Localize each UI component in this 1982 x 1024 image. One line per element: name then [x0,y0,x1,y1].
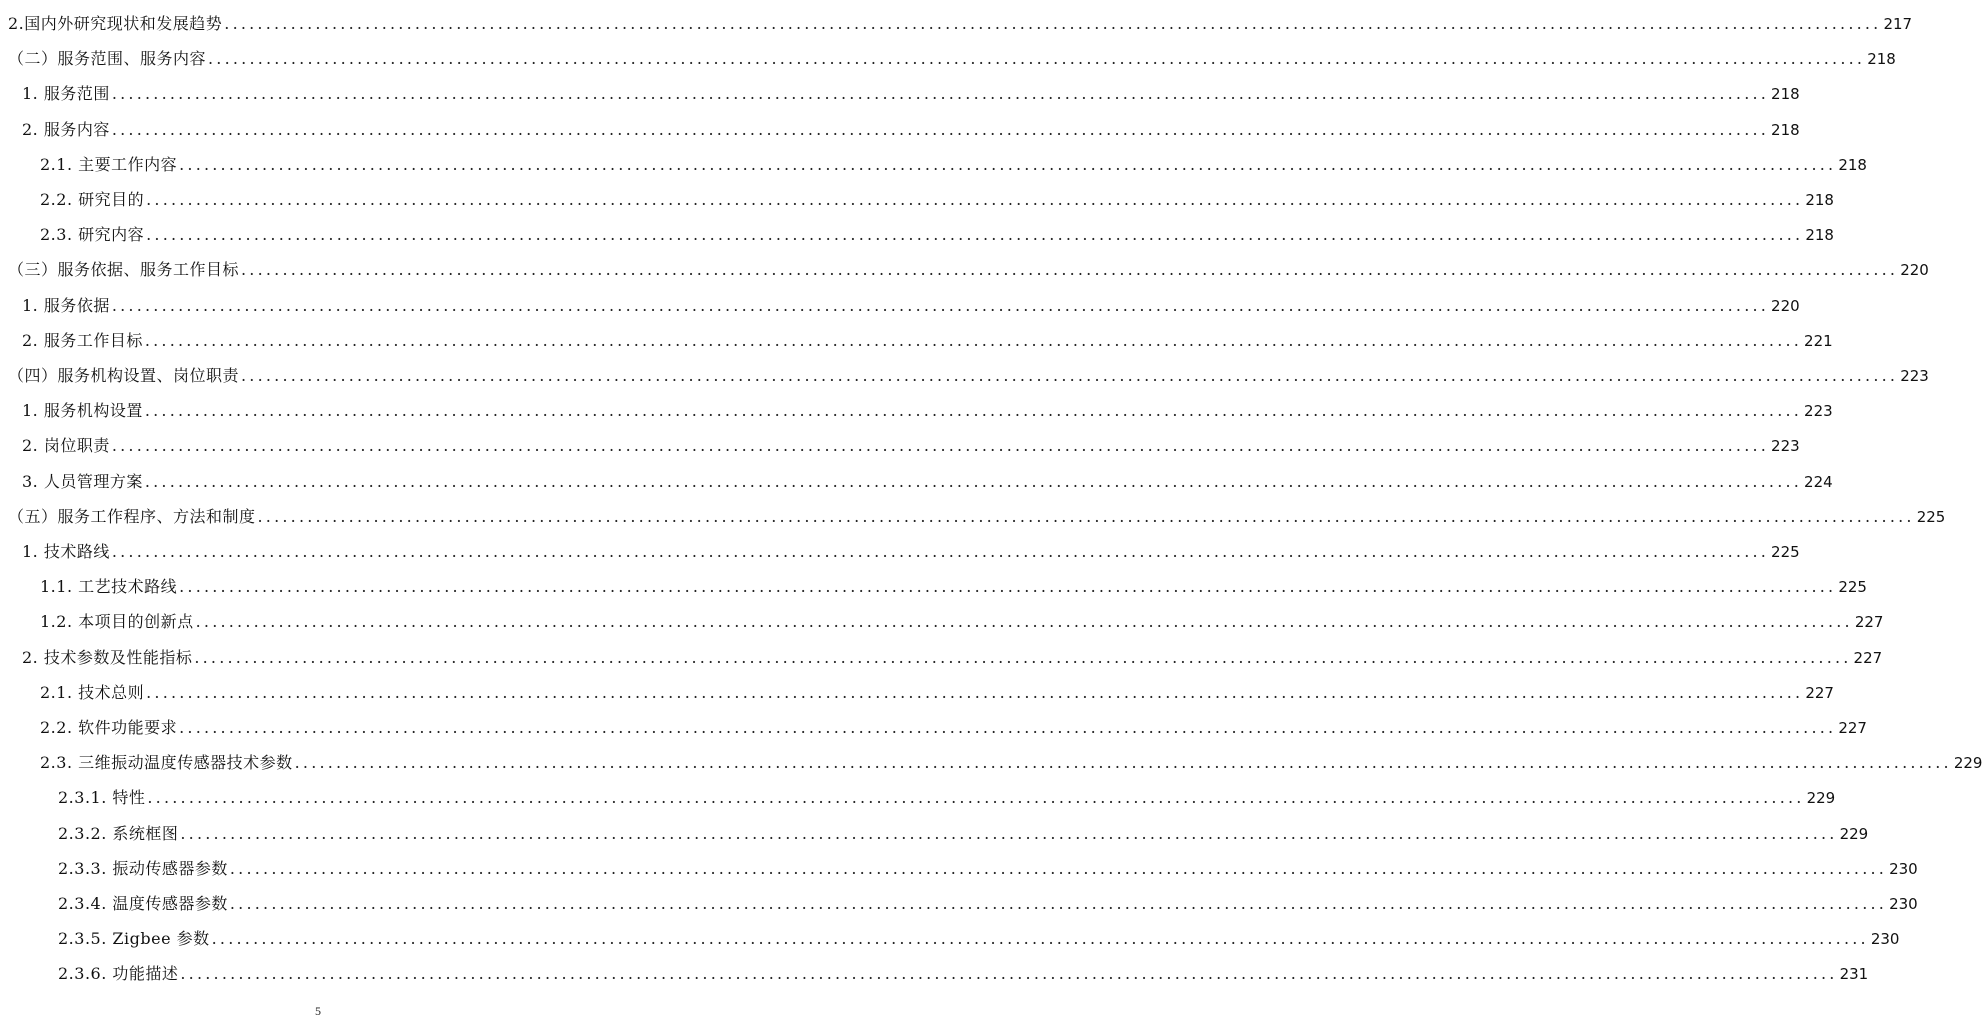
toc-entry[interactable] [0,35,1896,69]
toc-entry-page: 227 [1805,683,1834,702]
toc-entry[interactable] [0,528,1800,562]
toc-entry[interactable] [0,70,1800,104]
toc-entry-title: 1.1. 工艺技术路线 [40,577,178,597]
toc-entry[interactable] [0,387,1833,421]
toc-entry-page: 230 [1870,930,1900,949]
toc-dot-leader: ........................................................................................................................................................................................................ [208,49,1866,69]
toc-dot-leader: ........................................................................................................................................................................................................ [111,84,1770,104]
toc-entry[interactable] [0,106,1800,140]
toc-dot-leader: ........................................................................................................................................................................................................ [241,366,1899,385]
toc-dot-leader: ........................................................................................................................................................................................................ [211,929,1869,949]
toc-entry-title: 2. 服务工作目标 [22,330,143,350]
toc-entry-title: 2.国内外研究现状和发展趋势 [8,14,223,33]
toc-dot-leader: ........................................................................................................................................................................................................ [241,260,1899,280]
toc-dot-leader: ........................................................................................................................................................................................................ [146,225,1804,245]
toc-entry[interactable] [0,282,1800,316]
toc-dot-leader: ........................................................................................................................................................................................................ [144,471,1803,491]
page-number: 5 [315,1004,321,1018]
toc-entry-page: 225 [1916,507,1946,526]
toc-dot-leader: ........................................................................................................................................................................................................ [194,647,1852,667]
toc-entry[interactable] [0,458,1833,492]
toc-entry-title: 2.3. 三维振动温度传感器技术参数 [40,753,293,773]
toc-entry-title: 3. 人员管理方案 [22,471,143,491]
toc-dot-leader: ........................................................................................................................................................................................................ [229,894,1888,913]
toc-entry-page: 227 [1854,613,1884,632]
toc-entry[interactable] [0,493,1946,527]
toc-entry-title: 1.2. 本项目的创新点 [40,612,194,632]
toc-dot-leader: ........................................................................................................................................................................................................ [179,154,1837,174]
toc-entry[interactable] [0,950,1869,984]
toc-entry-title: 2.3.1. 特性 [58,788,146,808]
toc-entry-title: 2.3.6. 功能描述 [58,964,179,984]
toc-dot-leader: ........................................................................................................................................................................................................ [144,330,1803,350]
toc-entry-title: （二）服务范围、服务内容 [8,49,207,69]
toc-entry-page: 231 [1839,965,1869,984]
toc-entry-page: 218 [1771,85,1800,104]
toc-entry-page: 224 [1804,472,1833,491]
toc-dot-leader: ........................................................................................................................................................................................................ [257,506,1915,526]
toc-entry[interactable] [0,845,1918,879]
toc-entry[interactable] [0,810,1869,844]
toc-entry-title: 2.1. 技术总则 [40,682,145,702]
toc-dot-leader: ........................................................................................................................................................................................................ [146,190,1804,209]
toc-entry-title: 1. 服务机构设置 [22,401,143,421]
toc-entry[interactable] [0,317,1833,351]
toc-dot-leader: ........................................................................................................................................................................................................ [111,436,1770,456]
toc-entry[interactable] [0,774,1836,808]
toc-entry-title: 2.3.4. 温度传感器参数 [58,894,228,913]
toc-dot-leader: ........................................................................................................................................................................................................ [179,577,1837,597]
toc-entry[interactable] [0,563,1867,597]
toc-entry-page: 220 [1771,296,1800,315]
toc-entry[interactable] [0,141,1867,175]
toc-entry-page: 218 [1805,226,1834,245]
toc-entry[interactable] [0,246,1929,280]
toc-entry[interactable] [0,704,1867,738]
toc-entry-title: 2.2. 研究目的 [40,190,145,209]
toc-dot-leader: ........................................................................................................................................................................................................ [180,964,1838,984]
toc-entry-page: 229 [1839,824,1869,843]
toc-entry-page: 218 [1805,191,1834,209]
toc-entry-page: 227 [1853,648,1883,667]
toc-entry-page: 218 [1867,50,1896,69]
toc-entry[interactable] [0,352,1929,386]
toc-dot-leader: ........................................................................................................................................................................................................ [144,401,1803,421]
toc-entry-page: 223 [1900,367,1929,385]
toc-dot-leader: ........................................................................................................................................................................................................ [111,295,1770,315]
toc-dot-leader: ........................................................................................................................................................................................................ [224,14,1882,33]
toc-entry-title: 1. 服务范围 [22,84,110,104]
toc-entry[interactable] [0,0,1913,34]
toc-entry-page: 220 [1900,261,1929,280]
toc-entry[interactable] [0,634,1883,668]
toc-entry-title: 2.1. 主要工作内容 [40,154,178,174]
toc-entry[interactable] [0,739,1982,773]
toc-entry[interactable] [0,598,1884,632]
toc-dot-leader: ........................................................................................................................................................................................................ [294,753,1952,773]
toc-entry-page: 217 [1883,15,1913,33]
toc-entry-page: 223 [1771,437,1800,456]
toc-entry-page: 225 [1771,543,1800,561]
toc-dot-leader: ........................................................................................................................................................................................................ [229,858,1888,878]
toc-entry[interactable] [0,211,1834,245]
toc-entry[interactable] [0,915,1900,949]
toc-entry-page: 225 [1838,578,1867,597]
toc-dot-leader: ........................................................................................................................................................................................................ [180,823,1838,843]
toc-entry-page: 223 [1804,402,1833,421]
toc-entry-page: 230 [1889,859,1918,878]
toc-dot-leader: ........................................................................................................................................................................................................ [111,542,1770,561]
toc-dot-leader: ........................................................................................................................................................................................................ [111,119,1770,139]
toc-entry-title: 2.3.3. 振动传感器参数 [58,858,228,878]
toc-dot-leader: ........................................................................................................................................................................................................ [147,788,1805,808]
toc-entry-title: 2.3.2. 系统框图 [58,823,179,843]
toc-entry-title: 1. 服务依据 [22,295,110,315]
toc-entry-title: 2. 技术参数及性能指标 [22,647,193,667]
toc-entry-title: 2. 服务内容 [22,119,110,139]
toc-dot-leader: ........................................................................................................................................................................................................ [195,612,1853,632]
toc-entry-title: （四）服务机构设置、岗位职责 [8,366,240,385]
toc-entry-page: 229 [1953,754,1982,773]
toc-entry-title: 2.3. 研究内容 [40,225,145,245]
toc-entry-title: 2. 岗位职责 [22,436,110,456]
toc-entry-title: 1. 技术路线 [22,542,110,561]
toc-entry-title: 2.3.5. Zigbee 参数 [58,929,210,949]
toc-entry[interactable] [0,176,1834,210]
toc-entry-page: 230 [1889,895,1918,913]
toc-entry[interactable] [0,880,1918,914]
toc-dot-leader: ........................................................................................................................................................................................................ [146,682,1804,702]
toc-entry-title: 2.2. 软件功能要求 [40,718,178,737]
toc-entry-page: 229 [1806,789,1836,808]
toc-entry[interactable] [0,422,1800,456]
toc-entry-page: 227 [1838,719,1867,737]
toc-entry-page: 218 [1838,155,1867,174]
toc-entry[interactable] [0,669,1834,703]
toc-entry-title: （三）服务依据、服务工作目标 [8,260,240,280]
toc-dot-leader: ........................................................................................................................................................................................................ [179,718,1837,737]
toc-entry-page: 218 [1771,120,1800,139]
toc-entry-page: 221 [1804,331,1833,350]
toc-entry-title: （五）服务工作程序、方法和制度 [8,506,256,526]
